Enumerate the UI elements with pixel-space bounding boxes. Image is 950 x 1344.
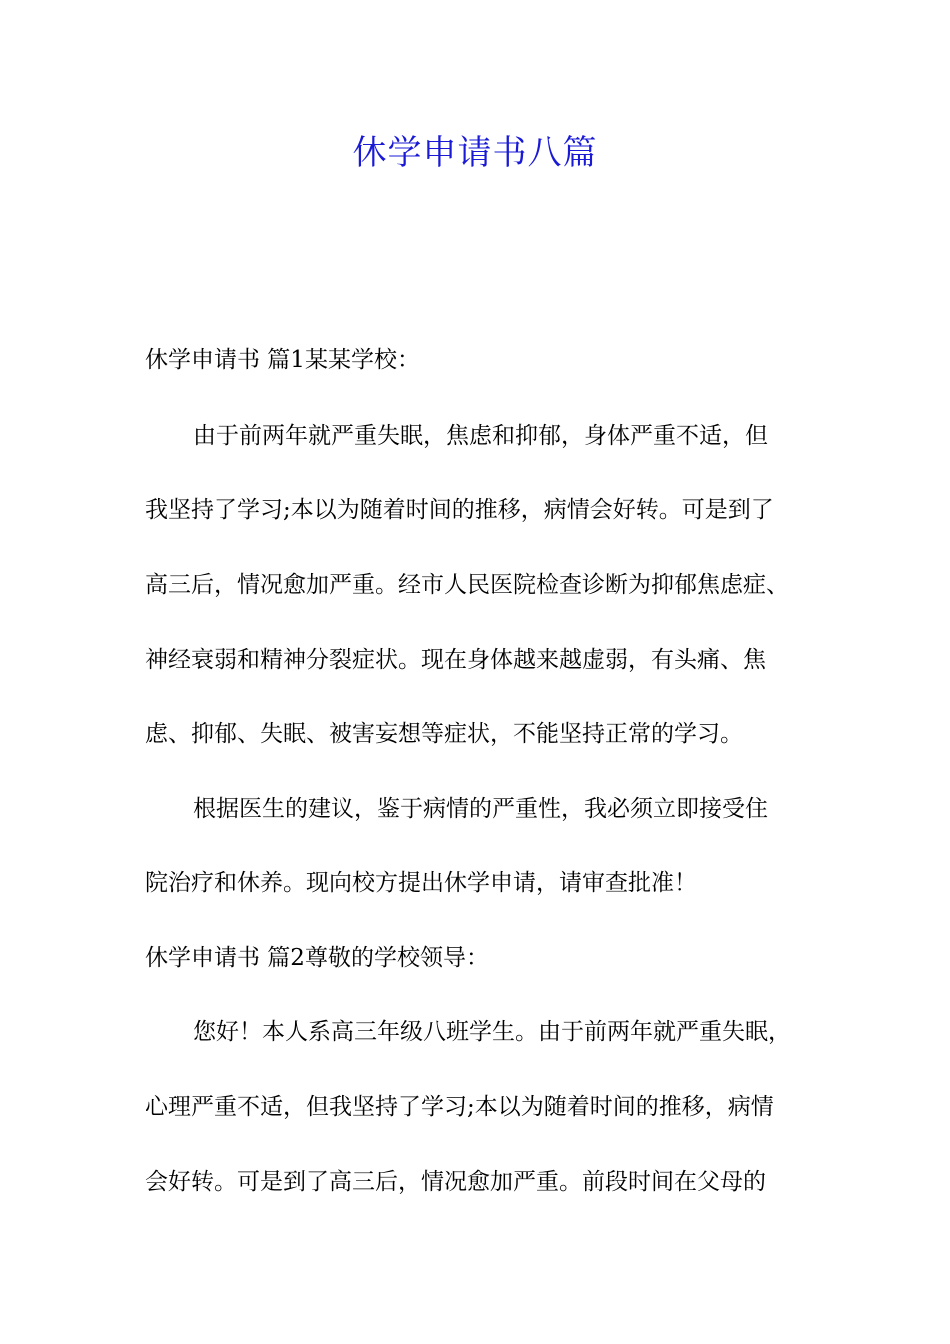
paragraph-line: 由于前两年就严重失眠，焦虑和抑郁，身体严重不适，但 — [193, 423, 768, 449]
document-title: 休学申请书八篇 — [352, 133, 598, 173]
paragraph-line: 我坚持了学习;本以为随着时间的推移，病情会好转。可是到了 — [145, 497, 774, 523]
paragraph-line: 您好！本人系高三年级八班学生。由于前两年就严重失眠， — [193, 1019, 791, 1045]
paragraph-line: 心理严重不适，但我坚持了学习;本以为随着时间的推移，病情 — [145, 1094, 774, 1120]
section-heading-2: 休学申请书 篇2尊敬的学校领导： — [145, 945, 489, 971]
paragraph-line: 院治疗和休养。现向校方提出休学申请，请审查批准！ — [145, 870, 697, 896]
paragraph-line: 会好转。可是到了高三后，情况愈加严重。前段时间在父母的 — [145, 1169, 766, 1195]
paragraph-line: 根据医生的建议，鉴于病情的严重性，我必须立即接受住 — [193, 796, 768, 822]
paragraph-line: 神经衰弱和精神分裂症状。现在身体越来越虚弱，有头痛、焦 — [145, 647, 766, 673]
paragraph-line: 高三后，情况愈加严重。经市人民医院检查诊断为抑郁焦虑症、 — [145, 572, 789, 598]
paragraph-line: 虑、抑郁、失眠、被害妄想等症状，不能坚持正常的学习。 — [145, 721, 743, 747]
section-heading-1: 休学申请书 篇1某某学校： — [145, 347, 420, 373]
